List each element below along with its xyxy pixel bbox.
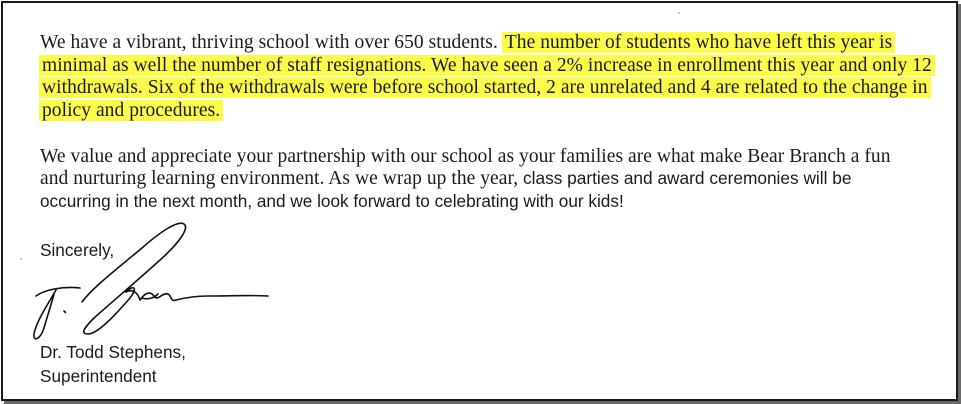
scan-speck <box>20 258 22 260</box>
paragraph-enrollment-plain: We have a vibrant, thriving school with over 650 students. <box>40 32 498 53</box>
paragraph-partnership-line-1: We value and appreciate your partnership with our school as your families are what make Bear Branch a fun <box>40 146 891 167</box>
handwritten-signature <box>22 210 282 350</box>
paragraph-partnership-line-2 <box>40 168 851 191</box>
paragraph-partnership-line-3: occurring in the next month, and we look forward to celebrating with our kids! <box>40 191 624 211</box>
partnership-line-2-sans: class parties and award ceremonies will be <box>518 168 852 188</box>
highlighted-passage: The number of students who have left this year is minimal as well the number of staff resignations. We have seen a 2% increase in enrollment this year and only 12 withdrawals. Six of the withdrawals were before school started, 2 are unrelated and 4 are related to the change in policy and procedures. <box>39 32 935 121</box>
paragraph-enrollment <box>40 32 935 122</box>
signatory-name: Dr. Todd Stephens, <box>40 342 186 362</box>
partnership-line-2-serif: and nurturing learning environment. As we wrap up the year, <box>40 168 519 189</box>
closing-salutation: Sincerely, <box>40 240 115 260</box>
scan-speck <box>678 12 680 14</box>
signatory-title: Superintendent <box>40 366 157 386</box>
